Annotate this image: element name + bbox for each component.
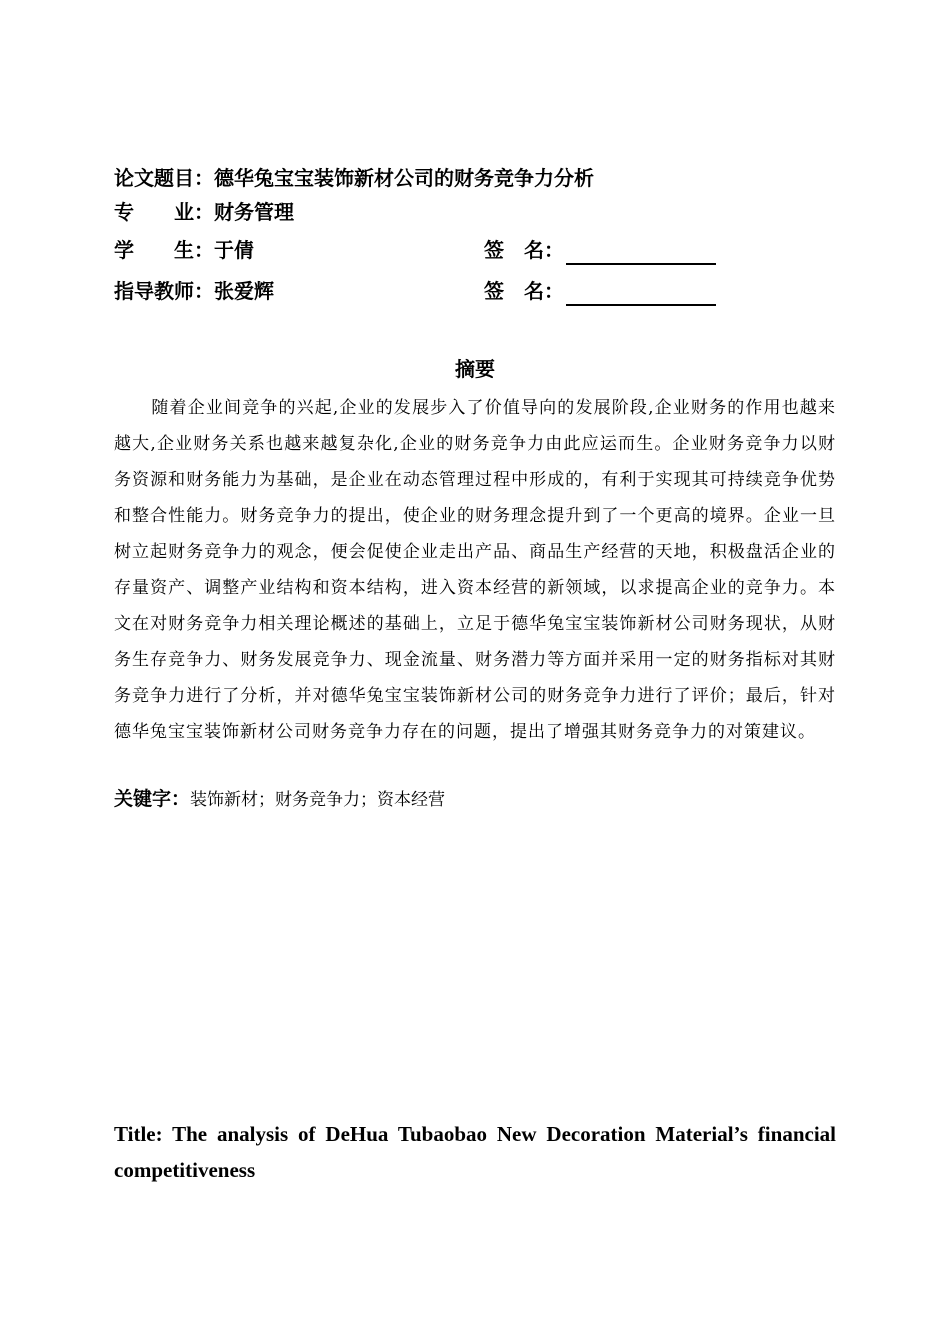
major-value: 财务管理 [214, 200, 294, 224]
student-label: 学 生： [114, 238, 214, 262]
advisor-row [114, 276, 564, 306]
advisor-signature-line [566, 282, 716, 306]
student-value: 于倩 [214, 238, 254, 262]
student-signature-line [566, 241, 716, 265]
abstract-body: 随着企业间竞争的兴起,企业的发展步入了价值导向的发展阶段,企业财务的作用也越来越大,企业财务关系也越来越复杂化,企业的财务竞争力由此应运而生。企业财务竞争力以财务资源和财务能力为基础，是企业在动态管理过程中形成的，有利于实现其可持续竞争优势和整合性能力。财务竞争力的提出，使企业的财务理念提升到了一个更高的境界。企业一旦树立起财务竞争力的观念，便会促使企业走出产品、商品生产经营的天地，积极盘活企业的存量资产、调整产业结构和资本结构，进入资本经营的新领域，以求提高企业的竞争力。本文在对财务竞争力相关理论概述的基础上，立足于德华兔宝宝装饰新材公司财务现状，从财务生存竞争力、财务发展竞争力、现金流量、财务潜力等方面并采用一定的财务指标对其财务竞争力进行了分析，并对德华兔宝宝装饰新材公司的财务竞争力进行了评价；最后，针对德华兔宝宝装饰新材公司财务竞争力存在的问题，提出了增强其财务竞争力的对策建议。 [114, 398, 836, 742]
thesis-title-label: 论文题目： [114, 166, 214, 190]
english-title: Title: The analysis of DeHua Tubaobao New Decoration Material’s financial competitiveness [114, 1122, 836, 1182]
advisor-signature [484, 276, 716, 306]
student-signature [484, 235, 716, 265]
student-signature-label: 签 名： [484, 238, 564, 262]
advisor-value: 张爱辉 [214, 279, 274, 303]
keywords-label: 关键字： [114, 788, 191, 810]
keywords-value: 装饰新材；财务竞争力；资本经营 [190, 790, 446, 810]
major-label: 专 业： [114, 200, 214, 224]
major-row [114, 197, 294, 227]
advisor-signature-label: 签 名： [484, 279, 564, 303]
thesis-title-value: 德华兔宝宝装饰新材公司的财务竞争力分析 [214, 166, 594, 190]
advisor-label: 指导教师： [114, 279, 214, 303]
keywords-line [114, 784, 445, 815]
thesis-title-row [114, 163, 594, 193]
student-row [114, 235, 564, 265]
abstract-heading: 摘要 [455, 357, 495, 381]
